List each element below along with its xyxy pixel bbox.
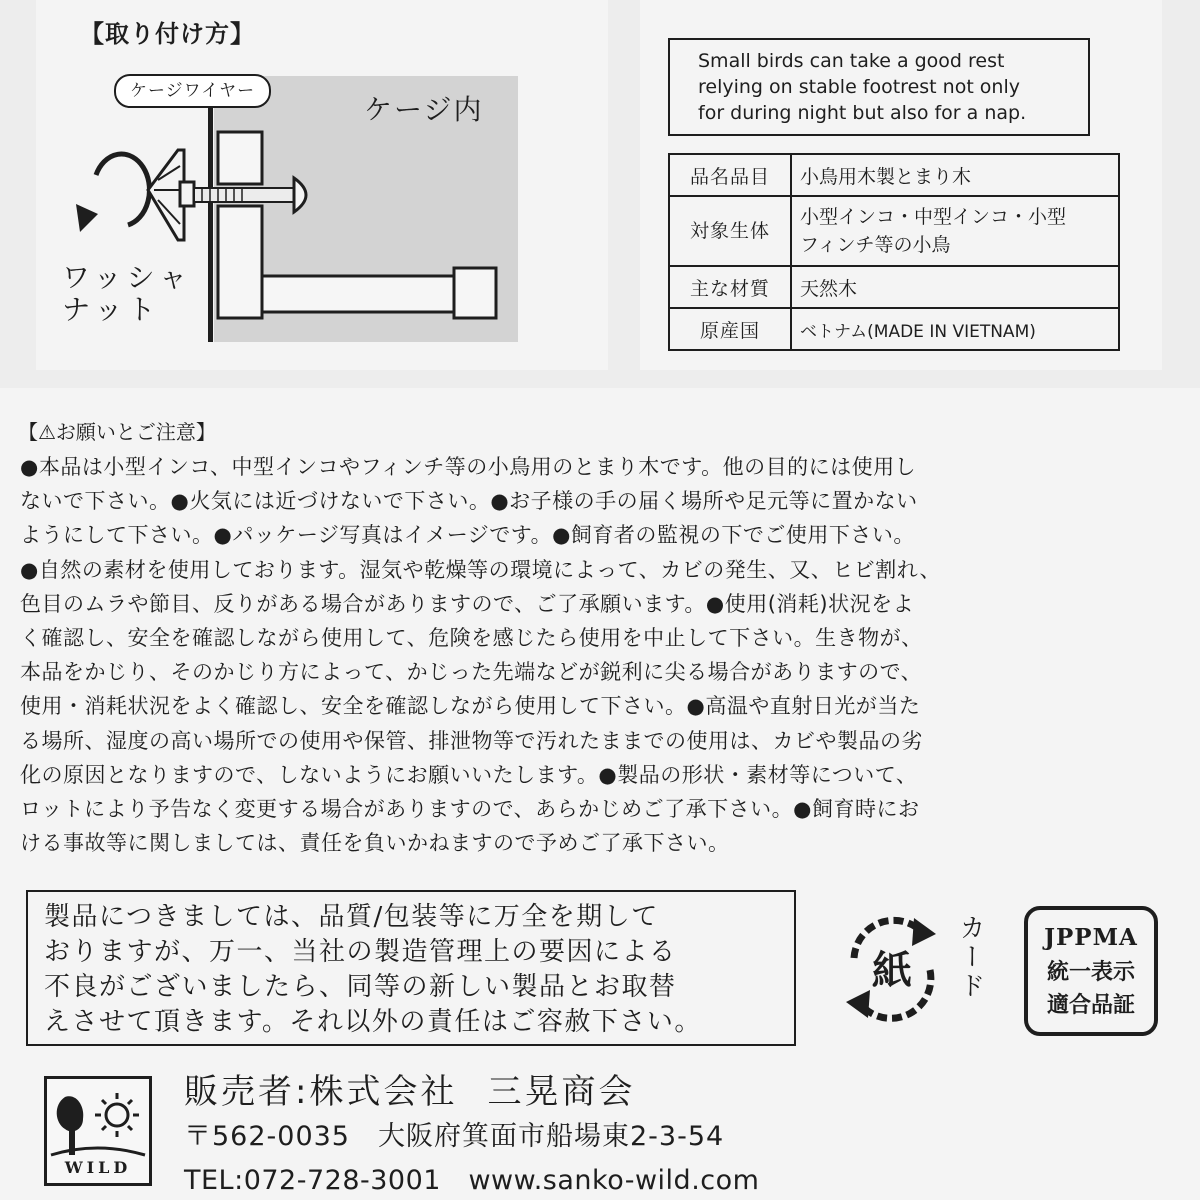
spec-label: 主な材質: [669, 266, 791, 308]
rotate-arrow-icon: [96, 154, 149, 225]
spec-value: 天然木: [791, 266, 1119, 308]
table-row: [669, 266, 1119, 308]
caution-body: ●本品は小型インコ、中型インコやフィンチ等の小鳥用のとまり木です。他の目的には使用し ないで下さい。●火気には近づけないで下さい。●お子様の手の届く場所や足元等に置かない ようにして下さい。●パッケージ写真はイメージです。●飼育者の監視の下でご使用下さい。 ●自然の素材を使用しております。湿気や乾燥等の環境によって、カビの発生、又、ヒビ割れ、 色目のムラや節目、反りがある場合がありますので、ご了承願います。●使用(消耗)状況をよ く確認し、安全を確認しながら使用して、危険を感じたら使用を中止して下さい。生き物が、 本品をかじり、そのかじり方によって、かじった先端などが鋭利に尖る場合がありますので、 使用・消耗状況をよく確認し、安全を確認しながら使用して下さい。●高温や直射日光が当た る場所、湿度の高い場所での使用や保管、排泄物等で汚れたままでの使用は、カビや製品の劣 化の原因となりますので、しないようにお願いいたします。●製品の形状・素材等について、 ロットにより予告なく変更する場合がありますので、あらかじめご了承下さい。●飼育時にお ける事故等に関しましては、責任を負いかねますので予めご了承下さい。: [20, 455, 941, 856]
spec-value: 小鳥用木製とまり木: [791, 154, 1119, 196]
product-info-panel: [640, 0, 1162, 370]
washer-label: ワッシャ: [62, 261, 193, 294]
spec-label: 原産国: [669, 308, 791, 350]
tree-sun-logo-icon: [47, 1079, 149, 1159]
table-row: [669, 154, 1119, 196]
washer-nut-label: [62, 262, 192, 326]
recycle-material-label: カード: [955, 914, 985, 1001]
installation-title: 【取り付け方】: [80, 20, 255, 48]
spec-label: 品名品目: [669, 154, 791, 196]
installation-panel: [36, 0, 608, 370]
caution-panel: [0, 388, 1200, 1200]
spec-value: ベトナム(MADE IN VIETNAM): [791, 308, 1119, 350]
spec-table: [668, 153, 1120, 351]
cage-inside-label: ケージ内: [364, 93, 484, 126]
nut-label: ナット: [62, 293, 161, 326]
perch-bracket-icon: [218, 132, 496, 318]
jppma-title: JPPMA: [1044, 924, 1138, 951]
jppma-line-2: 統一表示: [1046, 959, 1135, 985]
jppma-line-3: 適合品証: [1046, 992, 1135, 1018]
caution-title: 【⚠お願いとご注意】: [18, 420, 216, 444]
seller-line: [184, 1064, 635, 1113]
wild-logo: [44, 1076, 152, 1186]
guarantee-box: 製品につきましては、品質/包装等に万全を期して おりますが、万一、当社の製造管理上の要因による 不良がございましたら、同等の新しい製品とお取替 えさせて頂きます。それ以外の責任はご容赦下さい。: [26, 890, 796, 1046]
english-line-3: for during night but also for a nap.: [698, 102, 1027, 124]
seller-name: 三晃商会: [487, 1072, 636, 1112]
spec-label: 対象生体: [669, 196, 791, 266]
paper-recycle-icon: [832, 908, 952, 1028]
rotate-arrowhead-icon: [76, 204, 98, 232]
english-line-1: Small birds can take a good rest: [698, 50, 1005, 72]
table-row: [669, 196, 1119, 266]
english-line-2: relying on stable footrest not only: [698, 76, 1020, 98]
english-description-box: [668, 38, 1090, 136]
wild-logo-text: WILD: [64, 1158, 132, 1177]
cage-wire-label: ケージワイヤー: [114, 74, 271, 108]
table-row: [669, 308, 1119, 350]
spec-value: 小型インコ・中型インコ・小型 フィンチ等の小鳥: [791, 196, 1119, 266]
seller-contact: TEL:072-728-3001 www.sanko-wild.com: [184, 1165, 760, 1196]
seller-address: 〒562-0035 大阪府箕面市船場東2-3-54: [184, 1121, 725, 1152]
seller-label: 販売者:株式会社: [184, 1072, 458, 1112]
jppma-badge: [1024, 906, 1158, 1036]
washer-nut-icon: [148, 150, 194, 240]
recycle-mark-label: 紙: [872, 948, 912, 994]
